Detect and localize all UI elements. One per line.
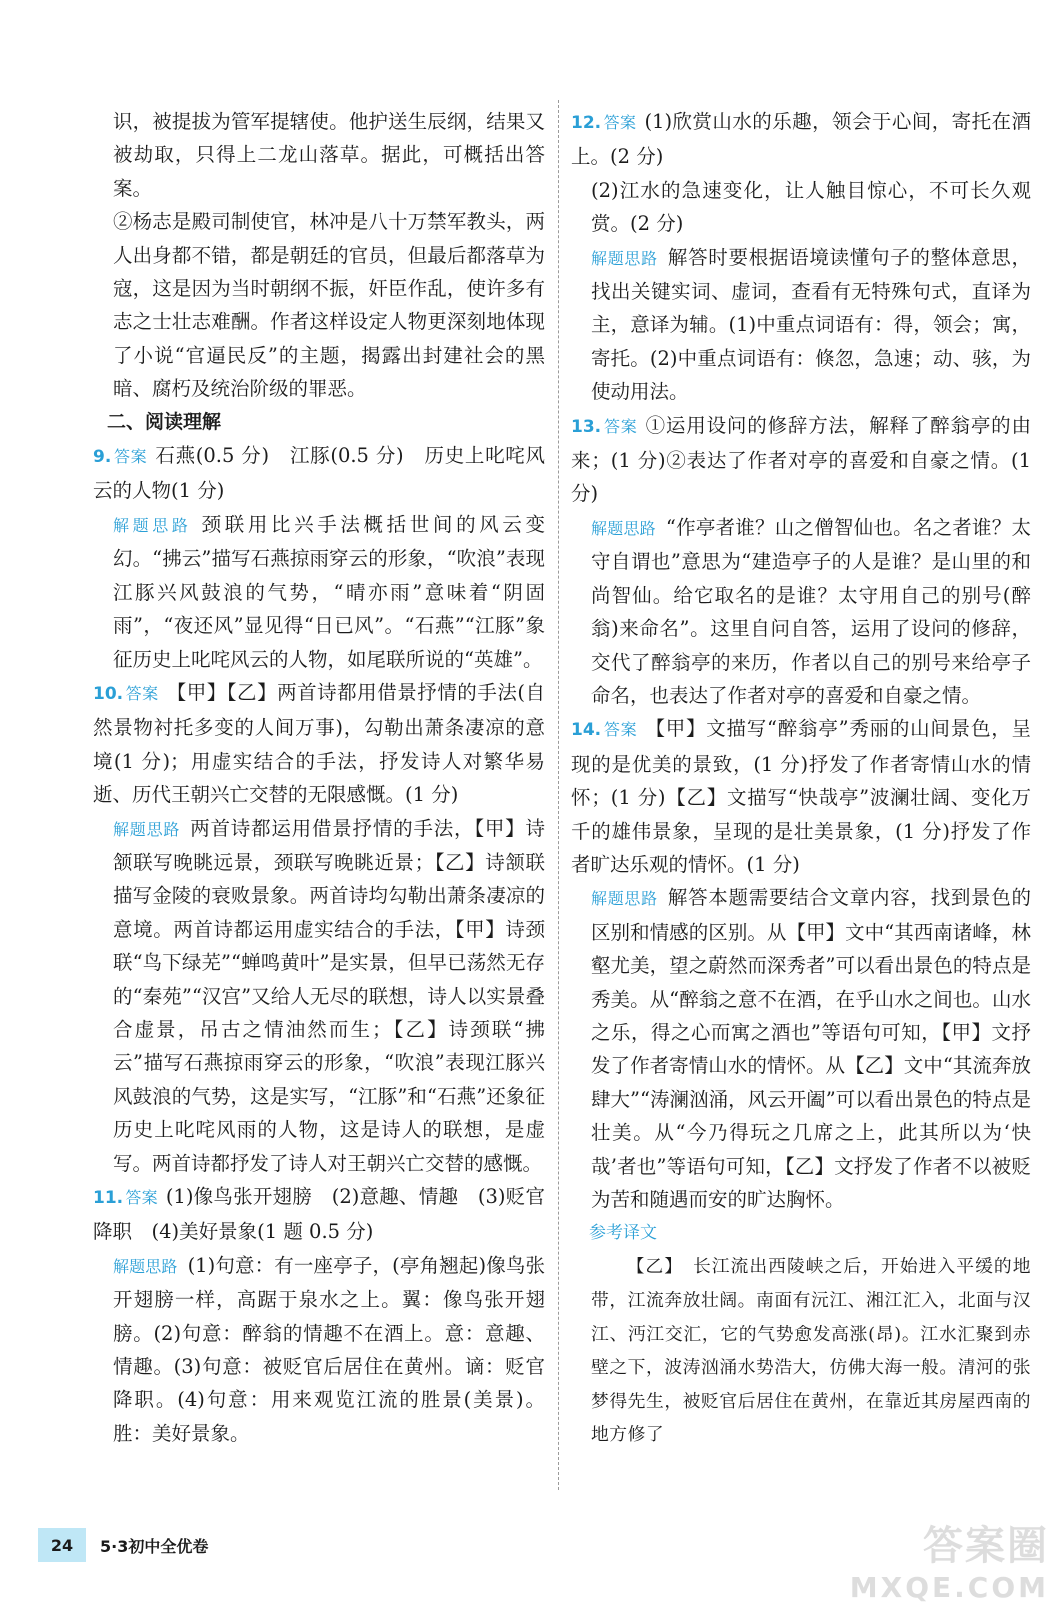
translation-title: 参考译文 — [589, 1223, 657, 1244]
q12-answer: 12. 答案 (1)欣赏山水的乐趣，领会于心间，寄托在酒上。(2 分) — [571, 110, 1031, 169]
answer-tag: 答案 — [113, 447, 148, 467]
series-name: 5·3初中全优卷 — [100, 1536, 209, 1556]
continued-text: 识，被提拔为管军提辖使。他护送生辰纲，结果又被劫取，只得上二龙山落草。据此，可概括出答案。 — [113, 110, 545, 200]
right-column — [571, 105, 1031, 1452]
answer-tag: 答案 — [603, 720, 638, 740]
watermark-bottom: MXQE.COM — [849, 1571, 1049, 1604]
q9-number: 9. — [93, 447, 112, 468]
column-divider — [558, 100, 559, 1490]
left-column — [93, 105, 545, 1450]
page-footer — [38, 1528, 208, 1562]
q13-number: 13. — [571, 416, 602, 437]
q12-analysis: 解题思路 解答时要根据语境读懂句子的整体意思，找出关键实词、虚词，查看有无特殊句式，直译为主，意译为辅。(1)中重点词语有：得，领会；寓，寄托。(2)中重点词语有：倏忽，急速；动、骇，为使动用法。 — [591, 245, 1031, 404]
q10-number: 10. — [93, 683, 124, 704]
q13-analysis: 解题思路 “作亭者谁？山之僧智仙也。名之者谁？太守自谓也”意思为“建造亭子的人是谁？是山里的和尚智仙。给它取名的是谁？太守用自己的别号(醉翁)来命名”。这里自问自答，运用了设问的修辞，交代了醉翁亭的来历，作者以自己的别号来给亭子命名，也表达了作者对亭的喜爱和自豪之情。 — [591, 515, 1031, 707]
q12-number: 12. — [571, 113, 602, 133]
q11-number: 11. — [93, 1188, 124, 1208]
q14-analysis: 解题思路 解答本题需要结合文章内容，找到景色的区别和情感的区别。从【甲】文中“其西南诸峰，林壑尤美，望之蔚然而深秀者”可以看出景色的特点是秀美。从“醉翁之意不在酒，在乎山水之间也。山水之乐，得之心而寓之酒也”等语句可知，【甲】文抒发了作者寄情山水的情怀。从【乙】文中“其流奔放肆大”“涛澜汹涌，风云开阖”可以看出景色的特点是壮美。从“今乃得玩之几席之上，此其所以为‘快哉’者也”等语句可知，【乙】文抒发了作者不以被贬为苦和随遇而安的旷达胸怀。 — [591, 886, 1031, 1211]
answer-tag: 答案 — [125, 683, 159, 703]
q10-analysis: 解题思路 两首诗都运用借景抒情的手法，【甲】诗颔联写晚眺远景，颈联写晚眺近景；【乙】诗颔联描写金陵的衰败景象。两首诗均勾勒出萧条凄凉的意境。两首诗都运用虚实结合的手法，【甲】诗颈联“鸟下绿芜”“蝉鸣黄叶”是实景，但早已荡然无存的“秦苑”“汉宫”又给人无尽的联想，诗人以实景叠合虚景，吊古之情油然而生；【乙】诗颈联“拂云”描写石燕掠雨穿云的形象，“吹浪”表现江豚兴风鼓浪的气势，这是实写，“江豚”和“石燕”还象征历史上叱咤风雨的人物，这是诗人的联想，是虚写。两首诗都抒发了诗人对王朝兴亡交替的感慨。 — [113, 816, 545, 1175]
q9-analysis: 解题思路 颈联用比兴手法概括世间的风云变幻。“拂云”描写石燕掠雨穿云的形象，“吹浪”表现江豚兴风鼓浪的气势，“晴亦雨”意味着“阴固雨”，“夜还风”显见得“日已风”。“石燕”“江豚”象征历史上叱咤风云的人物，如尾联所说的“英雄”。 — [113, 512, 545, 671]
page-number: 24 — [38, 1528, 86, 1562]
watermark-top: 答案圈 — [923, 1523, 1049, 1569]
q13-answer: 13. 答案 ①运用设问的修辞方法，解释了醉翁亭的由来；(1 分)②表达了作者对亭的喜爱和自豪之情。(1 分) — [571, 413, 1031, 506]
q12-answer-2: (2)江水的急速变化，让人触目惊心，不可长久观赏。(2 分) — [591, 178, 1031, 236]
analysis-tag: 解题思路 — [113, 819, 181, 839]
analysis-tag: 解题思路 — [591, 518, 656, 538]
analysis-tag: 解题思路 — [591, 889, 658, 909]
analysis-tag: 解题思路 — [591, 248, 658, 268]
q14-number: 14. — [571, 720, 602, 741]
q11-analysis: 解题思路 (1)句意：有一座亭子，(亭角翘起)像鸟张开翅膀一样，高踞于泉水之上。翼：像鸟张开翅膀。(2)句意：醉翁的情趣不在酒上。意：意趣、情趣。(3)句意：被贬官后居住在黄州。谪：贬官降职。(4)句意：用来观览江流的胜景(美景)。胜：美好景象。 — [113, 1253, 545, 1445]
section-title: 二、阅读理解 — [107, 410, 222, 433]
answer-tag: 答案 — [125, 1188, 158, 1207]
continued-text-2: ②杨志是殿司制使官，林冲是八十万禁军教头，两人出身都不错，都是朝廷的官员，但最后都落草为寇，这是因为当时朝纲不振，奸臣作乱，使许多有志之士壮志难酬。作者这样设定人物更深刻地体现了小说“官逼民反”的主题，揭露出封建社会的黑暗、腐朽及统治阶级的罪恶。 — [113, 210, 545, 401]
q14-answer: 14. 答案 【甲】文描写“醉翁亭”秀丽的山间景色，呈现的是优美的景致，(1 分)抒发了作者寄情山水的情怀；(1 分)【乙】文描写“快哉亭”波澜壮阔、变化万千的雄伟景象，呈现的是壮美景象，(1 分)抒发了作者旷达乐观的情怀。(1 分) — [571, 717, 1031, 876]
analysis-tag: 解题思路 — [113, 1256, 178, 1276]
watermark-logo — [809, 1514, 1049, 1604]
answer-tag: 答案 — [603, 113, 637, 132]
answer-tag: 答案 — [603, 416, 638, 436]
q9-answer: 9. 答案 石燕(0.5 分) 江豚(0.5 分) 历史上叱咤风云的人物(1 分) — [93, 444, 545, 503]
translation-text: 【乙】 长江流出西陵峡之后，开始进入平缓的地带，江流奔放壮阔。南面有沅江、湘江汇入，北面与汉江、沔江交汇，它的气势愈发高涨(昂)。江水汇聚到赤壁之下，波涛汹涌水势浩大，仿佛大海一般。清河的张梦得先生，被贬官后居住在黄州，在靠近其房屋西南的地方修了 — [591, 1256, 1031, 1446]
q10-answer: 10. 答案 【甲】【乙】两首诗都用借景抒情的手法(自然景物衬托多变的人间万事)，勾勒出萧条凄凉的意境(1 分)；用虚实结合的手法，抒发诗人对繁华易逝、历代王朝兴亡交替的无限感慨。(1 分) — [93, 680, 545, 807]
analysis-tag: 解题思路 — [113, 515, 192, 535]
q11-answer: 11. 答案 (1)像鸟张开翅膀 (2)意趣、情趣 (3)贬官降职 (4)美好景象(1 题 0.5 分) — [93, 1185, 545, 1244]
